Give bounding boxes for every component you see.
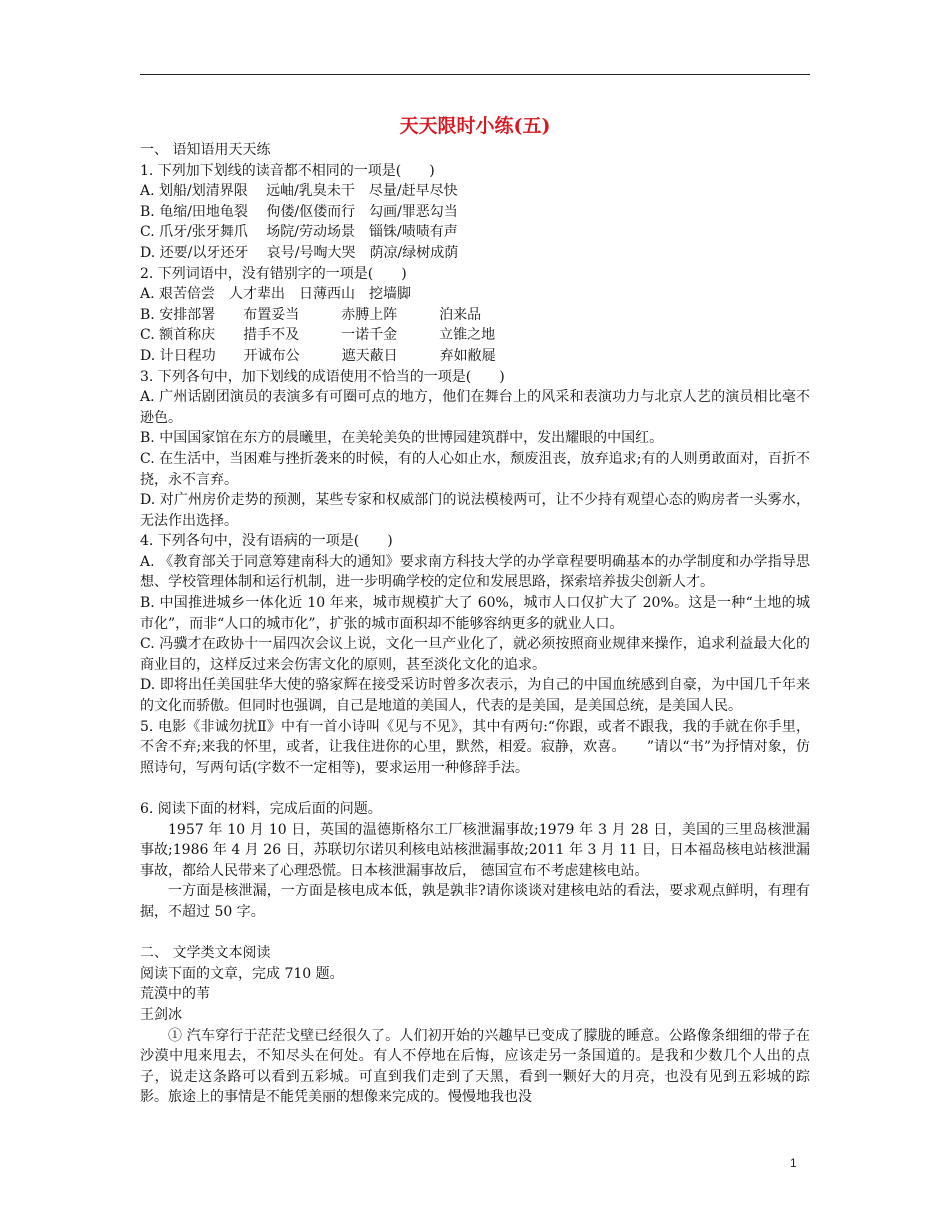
question-stem: 3. 下列各句中，加下划线的成语使用不恰当的一项是( ) [140, 368, 505, 385]
question-stem: 6. 阅读下面的材料，完成后面的问题。 [140, 801, 382, 817]
option: D. 即将出任美国驻华大使的骆家辉在接受采访时曾多次表示，为自己的中国血统感到自豪，为中国几千年来的文化而骄傲。但同时也强调，自己是地道的美国人，代表的是美国，是美国总统，是美国人民。 [140, 677, 810, 715]
option: C. 在生活中，当困难与挫折袭来的时候，有的人心如止水，颓废沮丧，放弃追求;有的人则勇敢面对，百折不挠，永不言弃。 [140, 450, 810, 488]
page-title: 天天限时小练(五) [399, 115, 551, 137]
article-title: 荒漠中的苇 [140, 986, 210, 1003]
option: A. 《教育部关于同意筹建南科大的通知》要求南方科技大学的办学章程要明确基本的办学制度和办学指导思想、学校管理体制和运行机制，进一步明确学校的定位和发展思路，探索培养拔尖创新人才。 [140, 553, 810, 591]
section-heading: 一、 语知语用天天练 [140, 142, 271, 158]
option: D. 计日程功 开诚布公 遮天蔽日 弃如敝屣 [140, 347, 496, 364]
question-text: 5. 电影《非诚勿扰Ⅱ》中有一首小诗叫《见与不见》，其中有两句:“你跟，或者不跟我，我的手就在你手里，不舍不弃;来我的怀里，或者，让我住进你的心里，默然，相爱。寂静，欢喜。 ”请以“书”为抒情对象，仿照诗句，写两句话(字数不一定相等)，要求运用一种修辞手法。 [140, 718, 810, 776]
section-heading: 二、 文学类文本阅读 [140, 945, 271, 962]
option: B. 中国推进城乡一体化近 10 年来，城市规模扩大了 60%，城市人口仅扩大了 20%。这是一种“土地的城市化”，而非“人口的城市化”，扩张的城市面积却不能够容纳更多的就业人口。 [140, 595, 810, 632]
spacer [140, 923, 810, 944]
material-paragraph: 一方面是核泄漏，一方面是核电成本低，孰是孰非?请你谈谈对建核电站的看法，要求观点鲜明，有理有据，不超过 50 字。 [140, 883, 810, 920]
option: A. 艰苦倍尝 人才辈出 日薄西山 挖墙脚 [140, 286, 412, 303]
option: B. 安排部署 布置妥当 赤膊上阵 泊来品 [140, 306, 482, 323]
question-stem: 2. 下列词语中，没有错别字的一项是( ) [140, 265, 407, 282]
article-author: 王剑冰 [140, 1006, 182, 1023]
document-body [140, 140, 810, 1108]
option: C. 额首称庆 措手不及 一诺千金 立锥之地 [140, 327, 496, 344]
question-stem: 4. 下列各句中，没有语病的一项是( ) [140, 533, 393, 550]
material-paragraph: 1957 年 10 月 10 日，英国的温德斯格尔工厂核泄漏事故;1979 年 3 月 28 日，美国的三里岛核泄漏事故;1986 年 4 月 26 日，苏联切尔诺贝利核电站核泄漏事故;2011 年 3 月 11 日，日本福岛核电站核泄漏事故，都给人民带来了心理恐慌。日本核泄漏事故后， 德国宣布不考虑建核电站。 [140, 821, 810, 879]
option: D. 还要/以牙还牙 哀号/号啕大哭 荫凉/绿树成荫 [140, 244, 459, 261]
option: B. 龟缩/田地龟裂 佝偻/伛偻而行 勾画/罪恶勾当 [140, 203, 458, 220]
option: A. 广州话剧团演员的表演多有可圈可点的地方，他们在舞台上的风采和表演功力与北京人艺的演员相比毫不逊色。 [140, 389, 810, 426]
spacer [140, 778, 810, 799]
article-paragraph: ① 汽车穿行于茫茫戈壁已经很久了。人们初开始的兴趣早已变成了朦胧的睡意。公路像条细细的带子在沙漠中甩来甩去，不知尽头在何处。有人不停地在后悔，应该走另一条国道的。是我和少数几个人出的点子，说走这条路可以看到五彩城。可直到我们走到了天黑，看到一颗好大的月亮，也没有见到五彩城的踪影。旅途上的事情是不能凭美丽的想像来完成的。慢慢地我也没 [140, 1027, 810, 1106]
header-rule [140, 74, 810, 75]
option: C. 冯骥才在政协十一届四次会议上说，文化一旦产业化了，就必须按照商业规律来操作，追求利益最大化的商业目的，这样反过来会伤害文化的原则，甚至淡化文化的追求。 [140, 636, 810, 673]
reading-intro: 阅读下面的文章，完成 710 题。 [140, 965, 344, 982]
page-number: 1 [790, 1156, 797, 1170]
option: D. 对广州房价走势的预测，某些专家和权威部门的说法模棱两可，让不少持有观望心态的购房者一头雾水，无法作出选择。 [140, 492, 810, 529]
option: A. 划船/划清界限 远岫/乳臭未干 尽量/赶早尽快 [140, 183, 458, 200]
question-stem: 1. 下列加下划线的读音都不相同的一项是( ) [140, 162, 435, 179]
option: C. 爪牙/张牙舞爪 场院/劳动场景 锱铢/啧啧有声 [140, 224, 458, 241]
option: B. 中国国家馆在东方的晨曦里，在美轮美奂的世博园建筑群中，发出耀眼的中国红。 [140, 430, 664, 447]
